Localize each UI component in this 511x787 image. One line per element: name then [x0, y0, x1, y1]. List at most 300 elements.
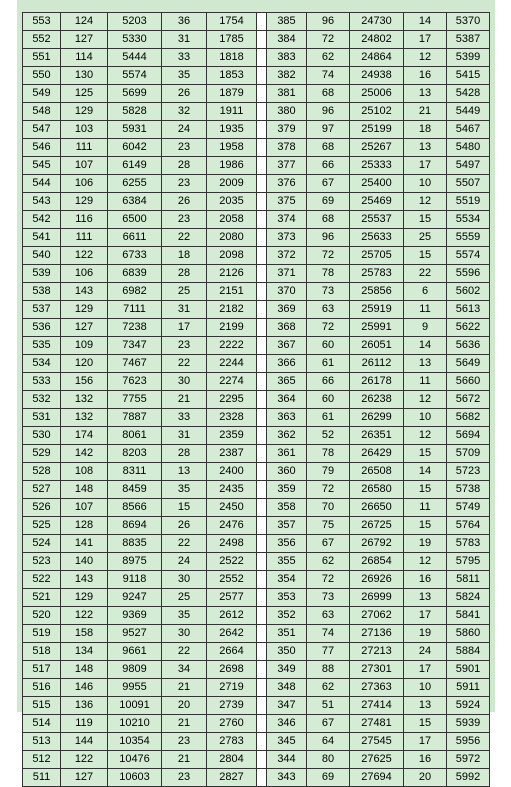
table-cell: 72 [307, 481, 350, 499]
table-cell: 9247 [108, 589, 162, 607]
table-cell: 119 [61, 715, 108, 733]
table-cell: 122 [61, 247, 108, 265]
table-cell: 67 [307, 175, 350, 193]
table-cell: 6384 [108, 193, 162, 211]
table-cell: 375 [267, 193, 307, 211]
table-cell: 541 [23, 229, 61, 247]
table-cell: 5709 [447, 445, 490, 463]
table-cell: 539 [23, 265, 61, 283]
table-cell: 357 [267, 517, 307, 535]
table-cell: 148 [61, 661, 108, 679]
table-cell: 538 [23, 283, 61, 301]
table-cell: 26508 [350, 463, 404, 481]
table-cell: 156 [61, 373, 108, 391]
column-gap [257, 751, 267, 769]
table-cell: 129 [61, 103, 108, 121]
table-cell: 2664 [207, 643, 257, 661]
table-cell: 96 [307, 229, 350, 247]
column-gap [257, 283, 267, 301]
table-cell: 30 [162, 571, 207, 589]
table-row [23, 193, 490, 211]
table-cell: 5738 [447, 481, 490, 499]
table-cell: 96 [307, 103, 350, 121]
table-cell: 23 [162, 211, 207, 229]
table-cell: 5911 [447, 679, 490, 697]
table-cell: 9955 [108, 679, 162, 697]
table-row [23, 301, 490, 319]
table-cell: 88 [307, 661, 350, 679]
table-cell: 23 [162, 139, 207, 157]
table-cell: 26 [162, 517, 207, 535]
column-gap [257, 481, 267, 499]
table-cell: 22 [162, 643, 207, 661]
table-cell: 5811 [447, 571, 490, 589]
table-row [23, 751, 490, 769]
table-cell: 5428 [447, 85, 490, 103]
table-cell: 348 [267, 679, 307, 697]
table-cell: 547 [23, 121, 61, 139]
table-cell: 10603 [108, 769, 162, 787]
table-cell: 382 [267, 67, 307, 85]
table-cell: 148 [61, 481, 108, 499]
table-cell: 7347 [108, 337, 162, 355]
table-cell: 142 [61, 445, 108, 463]
table-row [23, 715, 490, 733]
column-gap [257, 553, 267, 571]
table-cell: 73 [307, 283, 350, 301]
table-cell: 8566 [108, 499, 162, 517]
table-cell: 25333 [350, 157, 404, 175]
table-cell: 511 [23, 769, 61, 787]
table-cell: 530 [23, 427, 61, 445]
table-row [23, 121, 490, 139]
table-cell: 109 [61, 337, 108, 355]
table-cell: 23 [162, 337, 207, 355]
table-cell: 134 [61, 643, 108, 661]
table-cell: 31 [162, 31, 207, 49]
table-cell: 24 [162, 121, 207, 139]
column-gap [257, 265, 267, 283]
table-cell: 10 [404, 175, 447, 193]
table-cell: 363 [267, 409, 307, 427]
table-cell: 108 [61, 463, 108, 481]
table-row [23, 175, 490, 193]
table-cell: 19 [404, 535, 447, 553]
table-cell: 1853 [207, 67, 257, 85]
table-cell: 7467 [108, 355, 162, 373]
table-row [23, 481, 490, 499]
table-cell: 51 [307, 697, 350, 715]
table-cell: 27062 [350, 607, 404, 625]
table-cell: 25991 [350, 319, 404, 337]
table-cell: 125 [61, 85, 108, 103]
table-cell: 114 [61, 49, 108, 67]
table-row [23, 535, 490, 553]
table-cell: 127 [61, 31, 108, 49]
table-cell: 73 [307, 589, 350, 607]
table-row [23, 31, 490, 49]
column-gap [257, 193, 267, 211]
table-cell: 1911 [207, 103, 257, 121]
table-cell: 18 [404, 121, 447, 139]
table-cell: 377 [267, 157, 307, 175]
table-cell: 5449 [447, 103, 490, 121]
table-cell: 9809 [108, 661, 162, 679]
table-cell: 361 [267, 445, 307, 463]
table-cell: 63 [307, 607, 350, 625]
table-cell: 2498 [207, 535, 257, 553]
table-cell: 74 [307, 625, 350, 643]
table-cell: 146 [61, 679, 108, 697]
table-cell: 528 [23, 463, 61, 481]
table-cell: 384 [267, 31, 307, 49]
table-cell: 512 [23, 751, 61, 769]
table-cell: 25537 [350, 211, 404, 229]
table-cell: 520 [23, 607, 61, 625]
table-cell: 378 [267, 139, 307, 157]
table-row [23, 229, 490, 247]
table-cell: 5682 [447, 409, 490, 427]
table-cell: 30 [162, 625, 207, 643]
column-gap [257, 229, 267, 247]
column-gap [257, 211, 267, 229]
table-cell: 17 [404, 607, 447, 625]
table-cell: 13 [404, 85, 447, 103]
table-cell: 24802 [350, 31, 404, 49]
table-cell: 64 [307, 733, 350, 751]
table-cell: 13 [404, 355, 447, 373]
column-gap [257, 445, 267, 463]
table-cell: 367 [267, 337, 307, 355]
table-cell: 5723 [447, 463, 490, 481]
table-cell: 349 [267, 661, 307, 679]
table-cell: 545 [23, 157, 61, 175]
table-cell: 5497 [447, 157, 490, 175]
table-cell: 5519 [447, 193, 490, 211]
table-cell: 5613 [447, 301, 490, 319]
table-cell: 5622 [447, 319, 490, 337]
table-cell: 364 [267, 391, 307, 409]
table-cell: 351 [267, 625, 307, 643]
table-cell: 5956 [447, 733, 490, 751]
table-cell: 75 [307, 517, 350, 535]
table-cell: 522 [23, 571, 61, 589]
table-cell: 5399 [447, 49, 490, 67]
table-cell: 22 [162, 229, 207, 247]
table-cell: 36 [162, 13, 207, 31]
column-gap [257, 373, 267, 391]
table-cell: 15 [404, 481, 447, 499]
table-cell: 79 [307, 463, 350, 481]
table-cell: 25102 [350, 103, 404, 121]
table-cell: 140 [61, 553, 108, 571]
table-cell: 552 [23, 31, 61, 49]
table-cell: 553 [23, 13, 61, 31]
table-cell: 23 [162, 733, 207, 751]
table-cell: 2552 [207, 571, 257, 589]
table-cell: 9527 [108, 625, 162, 643]
table-cell: 5480 [447, 139, 490, 157]
table-cell: 72 [307, 319, 350, 337]
table-cell: 385 [267, 13, 307, 31]
table-cell: 10091 [108, 697, 162, 715]
table-cell: 2244 [207, 355, 257, 373]
table-cell: 106 [61, 175, 108, 193]
table-cell: 25 [162, 283, 207, 301]
table-cell: 15 [404, 445, 447, 463]
table-cell: 5824 [447, 589, 490, 607]
table-cell: 127 [61, 319, 108, 337]
table-cell: 19 [404, 625, 447, 643]
table-cell: 527 [23, 481, 61, 499]
table-cell: 13 [404, 697, 447, 715]
table-cell: 30 [162, 373, 207, 391]
table-cell: 6500 [108, 211, 162, 229]
table-row [23, 589, 490, 607]
table-cell: 6255 [108, 175, 162, 193]
table-cell: 66 [307, 373, 350, 391]
table-cell: 10354 [108, 733, 162, 751]
table-cell: 543 [23, 193, 61, 211]
table-cell: 27301 [350, 661, 404, 679]
table-cell: 25856 [350, 283, 404, 301]
table-cell: 66 [307, 157, 350, 175]
column-gap [257, 715, 267, 733]
table-cell: 111 [61, 139, 108, 157]
table-row [23, 769, 490, 787]
table-cell: 1935 [207, 121, 257, 139]
table-cell: 531 [23, 409, 61, 427]
table-cell: 1958 [207, 139, 257, 157]
table-cell: 72 [307, 571, 350, 589]
table-cell: 68 [307, 85, 350, 103]
table-cell: 26051 [350, 337, 404, 355]
table-cell: 536 [23, 319, 61, 337]
table-cell: 2098 [207, 247, 257, 265]
table-cell: 103 [61, 121, 108, 139]
column-gap [257, 301, 267, 319]
table-cell: 62 [307, 553, 350, 571]
table-cell: 381 [267, 85, 307, 103]
table-cell: 25633 [350, 229, 404, 247]
table-cell: 27414 [350, 697, 404, 715]
table-cell: 78 [307, 445, 350, 463]
table-cell: 8061 [108, 427, 162, 445]
table-cell: 5884 [447, 643, 490, 661]
table-cell: 2080 [207, 229, 257, 247]
table-cell: 2035 [207, 193, 257, 211]
table-cell: 2058 [207, 211, 257, 229]
table-cell: 77 [307, 643, 350, 661]
table-cell: 69 [307, 193, 350, 211]
table-cell: 1754 [207, 13, 257, 31]
table-cell: 21 [162, 679, 207, 697]
table-cell: 143 [61, 571, 108, 589]
table-cell: 350 [267, 643, 307, 661]
table-cell: 546 [23, 139, 61, 157]
table-cell: 2827 [207, 769, 257, 787]
table-cell: 8459 [108, 481, 162, 499]
table-cell: 22 [404, 265, 447, 283]
table-row [23, 67, 490, 85]
table-cell: 12 [404, 193, 447, 211]
table-cell: 7238 [108, 319, 162, 337]
table-cell: 67 [307, 715, 350, 733]
table-cell: 27694 [350, 769, 404, 787]
column-gap [257, 733, 267, 751]
table-cell: 2577 [207, 589, 257, 607]
table-cell: 28 [162, 265, 207, 283]
table-cell: 23 [162, 175, 207, 193]
table-cell: 368 [267, 319, 307, 337]
table-cell: 34 [162, 661, 207, 679]
table-cell: 129 [61, 301, 108, 319]
table-row [23, 607, 490, 625]
table-cell: 369 [267, 301, 307, 319]
table-cell: 5924 [447, 697, 490, 715]
table-cell: 128 [61, 517, 108, 535]
table-cell: 26299 [350, 409, 404, 427]
table-cell: 352 [267, 607, 307, 625]
table-cell: 17 [404, 733, 447, 751]
table-cell: 14 [404, 337, 447, 355]
table-cell: 63 [307, 301, 350, 319]
table-cell: 129 [61, 193, 108, 211]
column-gap [257, 661, 267, 679]
table-cell: 362 [267, 427, 307, 445]
column-gap [257, 427, 267, 445]
table-cell: 18 [162, 247, 207, 265]
table-cell: 17 [162, 319, 207, 337]
table-row [23, 499, 490, 517]
table-cell: 376 [267, 175, 307, 193]
table-cell: 116 [61, 211, 108, 229]
table-cell: 2199 [207, 319, 257, 337]
table-cell: 106 [61, 265, 108, 283]
table-cell: 141 [61, 535, 108, 553]
table-cell: 26650 [350, 499, 404, 517]
table-cell: 1818 [207, 49, 257, 67]
table-cell: 516 [23, 679, 61, 697]
table-cell: 5559 [447, 229, 490, 247]
column-gap [257, 121, 267, 139]
table-cell: 17 [404, 31, 447, 49]
table-cell: 2387 [207, 445, 257, 463]
table-cell: 24 [162, 553, 207, 571]
table-cell: 52 [307, 427, 350, 445]
table-cell: 550 [23, 67, 61, 85]
table-row [23, 283, 490, 301]
table-cell: 343 [267, 769, 307, 787]
table-cell: 15 [162, 499, 207, 517]
score-distribution-table [22, 12, 490, 787]
table-cell: 25006 [350, 85, 404, 103]
column-gap [257, 607, 267, 625]
table-cell: 373 [267, 229, 307, 247]
table-cell: 25400 [350, 175, 404, 193]
table-body [23, 13, 490, 787]
table-cell: 5602 [447, 283, 490, 301]
table-row [23, 391, 490, 409]
table-cell: 70 [307, 499, 350, 517]
column-gap [257, 499, 267, 517]
table-cell: 5415 [447, 67, 490, 85]
table-cell: 2126 [207, 265, 257, 283]
table-cell: 15 [404, 517, 447, 535]
table-cell: 21 [162, 391, 207, 409]
table-cell: 2222 [207, 337, 257, 355]
table-cell: 11 [404, 373, 447, 391]
table-cell: 80 [307, 751, 350, 769]
table-cell: 5901 [447, 661, 490, 679]
table-cell: 524 [23, 535, 61, 553]
table-cell: 96 [307, 13, 350, 31]
column-gap [257, 13, 267, 31]
table-cell: 16 [404, 571, 447, 589]
column-gap [257, 67, 267, 85]
column-gap [257, 535, 267, 553]
table-cell: 345 [267, 733, 307, 751]
column-gap [257, 355, 267, 373]
table-cell: 35 [162, 67, 207, 85]
table-cell: 5749 [447, 499, 490, 517]
table-cell: 16 [404, 751, 447, 769]
table-row [23, 517, 490, 535]
table-cell: 26580 [350, 481, 404, 499]
table-cell: 144 [61, 733, 108, 751]
table-cell: 5860 [447, 625, 490, 643]
table-cell: 6149 [108, 157, 162, 175]
table-cell: 27213 [350, 643, 404, 661]
table-cell: 26429 [350, 445, 404, 463]
table-cell: 15 [404, 247, 447, 265]
table-cell: 61 [307, 409, 350, 427]
table-cell: 379 [267, 121, 307, 139]
table-cell: 27481 [350, 715, 404, 733]
table-cell: 354 [267, 571, 307, 589]
column-gap [257, 49, 267, 67]
table-cell: 347 [267, 697, 307, 715]
table-cell: 535 [23, 337, 61, 355]
table-row [23, 157, 490, 175]
table-cell: 26351 [350, 427, 404, 445]
table-cell: 25469 [350, 193, 404, 211]
table-cell: 24730 [350, 13, 404, 31]
table-cell: 97 [307, 121, 350, 139]
table-cell: 33 [162, 49, 207, 67]
column-gap [257, 769, 267, 787]
table-row [23, 661, 490, 679]
table-row [23, 553, 490, 571]
table-cell: 13 [404, 139, 447, 157]
table-cell: 21 [162, 715, 207, 733]
column-gap [257, 103, 267, 121]
table-cell: 371 [267, 265, 307, 283]
table-cell: 27545 [350, 733, 404, 751]
table-cell: 26178 [350, 373, 404, 391]
table-cell: 28 [162, 157, 207, 175]
table-cell: 372 [267, 247, 307, 265]
table-cell: 20 [404, 769, 447, 787]
table-cell: 26854 [350, 553, 404, 571]
table-cell: 24864 [350, 49, 404, 67]
table-cell: 26 [162, 193, 207, 211]
table-cell: 61 [307, 355, 350, 373]
table-cell: 15 [404, 211, 447, 229]
table-cell: 2642 [207, 625, 257, 643]
table-cell: 25267 [350, 139, 404, 157]
table-cell: 122 [61, 607, 108, 625]
